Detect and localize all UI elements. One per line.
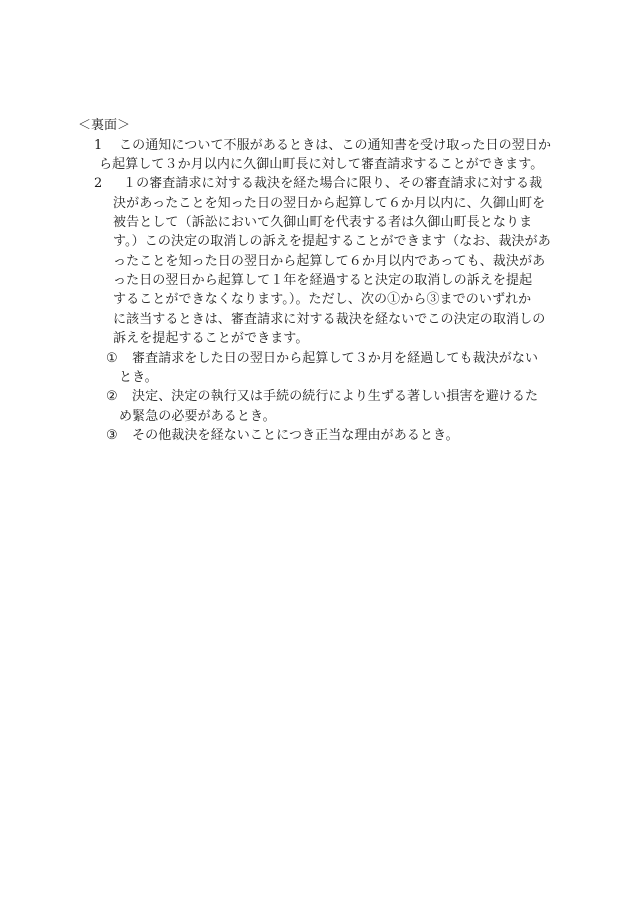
item-2-line-2: 決があったことを知った日の翌日から起算して６か月以内に、久御山町を [113, 196, 546, 211]
subitem-3-marker: ③ [106, 428, 118, 443]
subitem-2-line-1: 決定、決定の執行又は手続の続行により生ずる著しい損害を避けるた [132, 389, 539, 404]
item-1-line-1: この通知について不服があるときは、この通知書を受け取った日の翌日か [119, 138, 552, 153]
item-2-line-5: ったことを知った日の翌日から起算して６か月以内であっても、裁決があ [113, 254, 546, 269]
item-2-line-1: １の審査請求に対する裁決を経た場合に限り、その審査請求に対する裁 [123, 176, 543, 191]
item-2-line-4: す。）この決定の取消しの訴えを提起することができます（なお、裁決があ [113, 234, 551, 249]
item-2-line-9: 訴えを提起することができます。 [113, 331, 309, 346]
page-heading: ＜裏面＞ [78, 118, 131, 133]
subitem-1-line-1: 審査請求をした日の翌日から起算して３か月を経過しても裁決がない [132, 351, 539, 366]
item-2-line-3: 被告として（訴訟において久御山町を代表する者は久御山町長となりま [113, 215, 533, 230]
item-1-line-2: ら起算して３か月以内に久御山町長に対して審査請求することができます。 [99, 157, 544, 172]
item-1-number: 1 [94, 138, 103, 153]
item-2-line-7: することができなくなります。）。ただし、次の①から③までのいずれか [113, 292, 532, 307]
item-2-line-6: った日の翌日から起算して１年を経過すると決定の取消しの訴えを提起 [113, 273, 533, 288]
item-2-number: 2 [94, 176, 103, 191]
subitem-3-line-1: その他裁決を経ないことにつき正当な理由があるとき。 [132, 428, 459, 443]
subitem-1-marker: ① [106, 351, 118, 366]
subitem-2-marker: ② [106, 389, 118, 404]
subitem-2-line-2: め緊急の必要があるとき。 [119, 409, 276, 424]
item-2-line-8: に該当するときは、審査請求に対する裁決を経ないでこの決定の取消しの [113, 312, 546, 327]
subitem-1-line-2: とき。 [119, 370, 158, 385]
